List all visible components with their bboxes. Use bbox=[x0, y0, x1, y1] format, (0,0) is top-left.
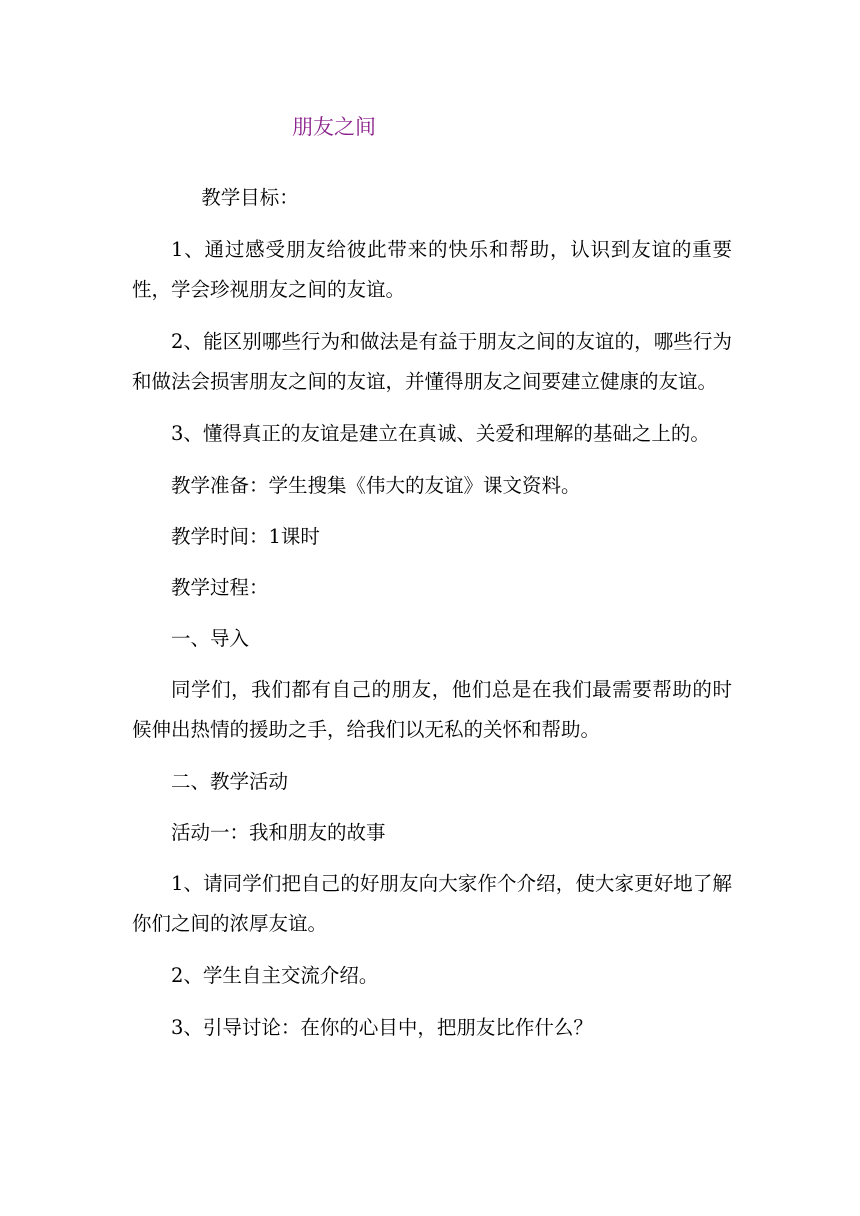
section-introduction: 一、导入 bbox=[171, 627, 250, 650]
section-teaching-activities: 二、教学活动 bbox=[171, 770, 289, 793]
document-body bbox=[132, 178, 732, 1060]
teaching-process-heading: 教学过程： bbox=[171, 576, 269, 599]
objective-2: 2、能区别哪些行为和做法是有益于朋友之间的友谊的，哪些行为和做法会损害朋友之间的友谊，并懂得朋友之间要建立健康的友谊。 bbox=[132, 330, 732, 393]
objective-1: 1、通过感受朋友给彼此带来的快乐和帮助，认识到友谊的重要性，学会珍视朋友之间的友谊。 bbox=[132, 238, 732, 301]
teaching-preparation: 教学准备：学生搜集《伟大的友谊》课文资料。 bbox=[171, 474, 581, 497]
page-title: 朋友之间 bbox=[292, 115, 376, 139]
activity-step-2: 2、学生自主交流介绍。 bbox=[171, 964, 379, 987]
activity-step-1: 1、请同学们把自己的好朋友向大家作个介绍，使大家更好地了解你们之间的浓厚友谊。 bbox=[132, 872, 732, 935]
activity-one-heading: 活动一：我和朋友的故事 bbox=[171, 821, 386, 844]
section-heading-objectives: 教学目标： bbox=[201, 186, 299, 209]
objective-3: 3、懂得真正的友谊是建立在真诚、关爱和理解的基础之上的。 bbox=[171, 422, 710, 445]
introduction-text: 同学们，我们都有自己的朋友，他们总是在我们最需要帮助的时候伸出热情的援助之手，给我们以无私的关怀和帮助。 bbox=[132, 678, 732, 741]
activity-step-3: 3、引导讨论：在你的心目中，把朋友比作什么？ bbox=[171, 1016, 593, 1039]
teaching-time: 教学时间：1课时 bbox=[171, 525, 320, 548]
